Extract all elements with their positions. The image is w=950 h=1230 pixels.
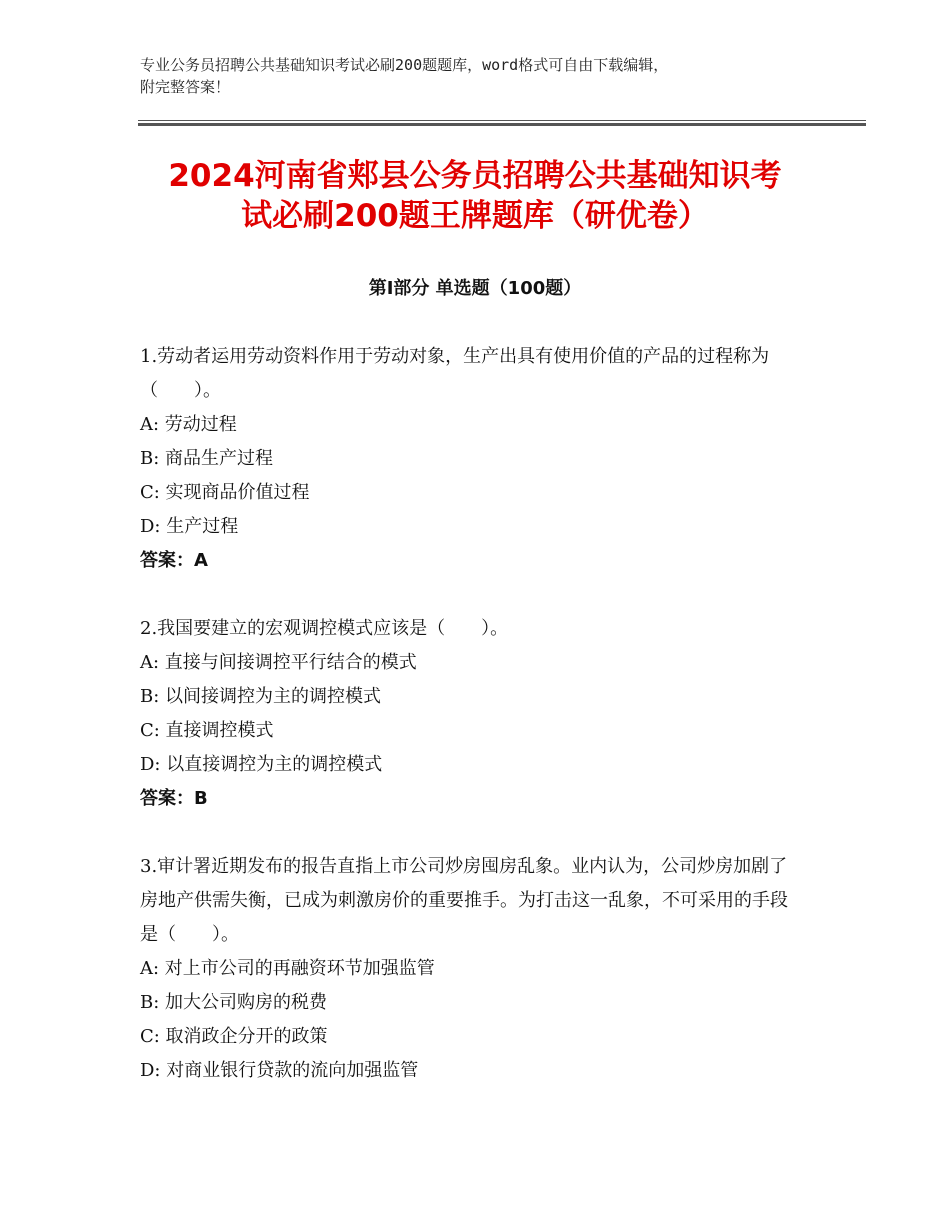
answer-label: 答案：B <box>140 788 208 809</box>
header-note-line2: 附完整答案！ <box>140 78 231 96</box>
option-b: B: 商品生产过程 <box>140 448 274 469</box>
header-note <box>140 54 820 98</box>
option-c: C: 取消政企分开的政策 <box>140 1026 328 1047</box>
question-stem: 2.我国要建立的宏观调控模式应该是（ ）。 <box>140 618 509 639</box>
question-item <box>140 612 800 816</box>
section-heading: 第Ⅰ部分 单选题（100题） <box>368 278 582 299</box>
option-c: C: 直接调控模式 <box>140 720 274 741</box>
document-title-line2: 试必刷200题王牌题库（研优卷） <box>241 198 709 234</box>
option-a: A: 对上市公司的再融资环节加强监管 <box>140 958 435 979</box>
question-list <box>140 340 800 1122</box>
option-d: D: 生产过程 <box>140 516 239 537</box>
option-a: A: 直接与间接调控平行结合的模式 <box>140 652 417 673</box>
question-stem: 3.审计署近期发布的报告直指上市公司炒房囤房乱象。业内认为，公司炒房加剧了房地产供需失衡，已成为刺激房价的重要推手。为打击这一乱象，不可采用的手段是（ ）。 <box>140 856 788 945</box>
option-d: D: 对商业银行贷款的流向加强监管 <box>140 1060 419 1081</box>
option-c: C: 实现商品价值过程 <box>140 482 310 503</box>
question-stem: 1.劳动者运用劳动资料作用于劳动对象，生产出具有使用价值的产品的过程称为（ ）。 <box>140 346 770 401</box>
question-item <box>140 850 800 1088</box>
document-title <box>100 156 850 236</box>
header-divider-thick <box>138 123 866 126</box>
document-title-line1: 2024河南省郏县公务员招聘公共基础知识考 <box>168 158 782 194</box>
option-b: B: 加大公司购房的税费 <box>140 992 328 1013</box>
option-d: D: 以直接调控为主的调控模式 <box>140 754 383 775</box>
header-divider-thin <box>138 120 866 121</box>
answer-label: 答案：A <box>140 550 208 571</box>
option-b: B: 以间接调控为主的调控模式 <box>140 686 382 707</box>
question-item <box>140 340 800 578</box>
header-note-line1: 专业公务员招聘公共基础知识考试必刷200题题库，word格式可自由下载编辑， <box>140 56 669 74</box>
option-a: A: 劳动过程 <box>140 414 237 435</box>
